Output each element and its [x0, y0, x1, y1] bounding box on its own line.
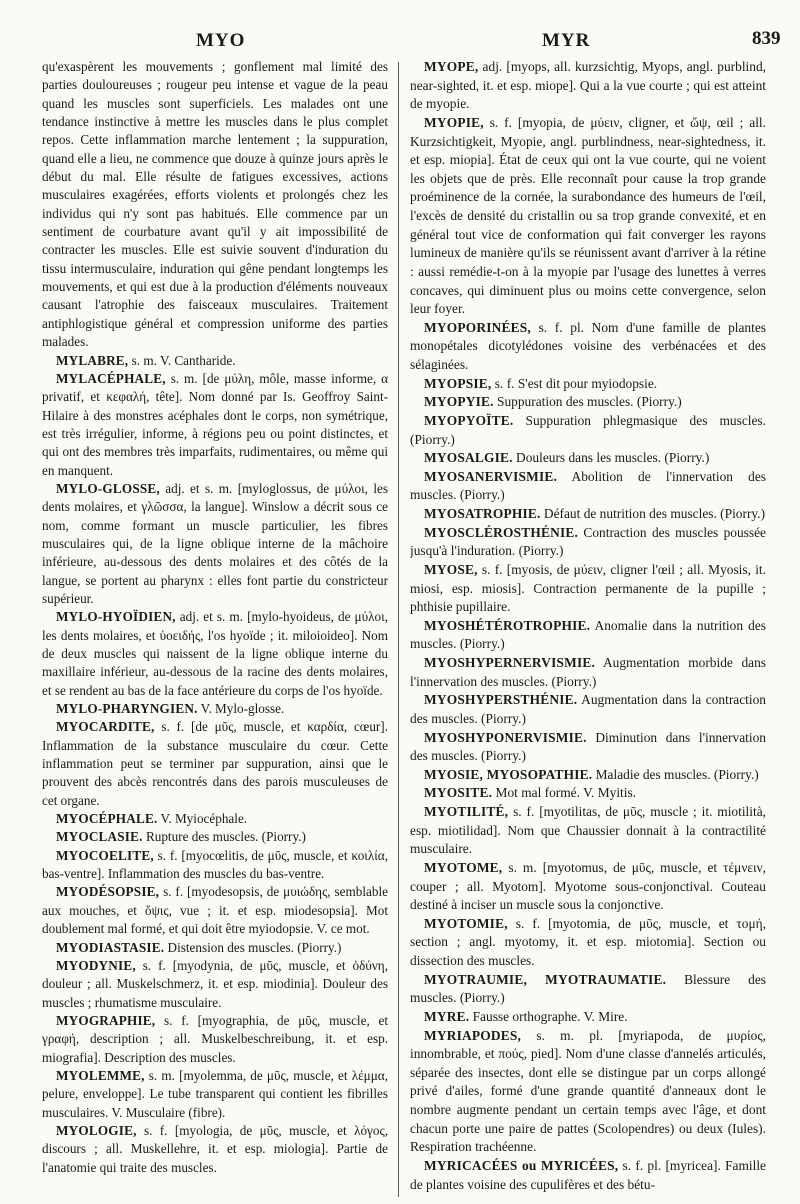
entry-headword: MYOPIE, [424, 114, 484, 130]
entry-text: s. f. [myotomia, de μῦς, muscle, et τομή, section ; angl. myotomy, it. et esp. miotomia]. Section ou dissection des muscles. [410, 915, 766, 968]
entry-text: s. f. [myographia, de μῦς, muscle, et γραφή, description ; all. Muskelbeschreibung, it. et esp. miografia]. Description des muscles. [42, 1012, 388, 1065]
entry-headword: MYOSHYPONERVISMIE. [424, 729, 587, 745]
entry-headword: MYOCARDITE, [56, 719, 155, 735]
entry-headword: MYOPYOÏTE. [424, 412, 514, 428]
entry-text: s. f. [myosis, de μύειν, cligner l'œil ; all. Myosis, it. miosi, esp. miosis]. Contraction permanente de la pupille ; phthisie pupillaire. [410, 561, 766, 615]
entry-headword: MYLACÉPHALE, [56, 370, 166, 386]
entry-headword: MYOTOMIE, [424, 915, 508, 931]
entry-text: Douleurs dans les muscles. (Piorry.) [512, 450, 710, 466]
entry-text: s. m. [myotomus, de μῦς, muscle, et τέμνειν, couper ; all. Myotom]. Myotome sous-conjonctival. Couteau destiné à inciser un muscle sous la conjonctive. [410, 859, 766, 913]
entry-headword: MYOSE, [424, 561, 478, 577]
dictionary-entry [42, 883, 388, 938]
dictionary-entry [410, 617, 766, 654]
entry-text: adj. et s. m. [mylo-hyoideus, de μύλοι, les dents molaires, et ὑοειδής, l'os hyoïde ; it. miloioideo]. Nom de deux muscles qui naissent de la ligne oblique interne du maxillaire inférieur, au-dessous de la racine des dents molaires, et se rendent au bas de la face antérieure du corps de l'os hyoïde. [42, 609, 388, 698]
dictionary-entry [410, 393, 766, 412]
entry-text: Distension des muscles. (Piorry.) [164, 939, 342, 955]
entry-headword: MYOCLASIE. [56, 829, 143, 845]
entry-headword: MYLO-HYOÏDIEN, [56, 609, 176, 625]
dictionary-entry [410, 915, 766, 971]
entry-headword: MYOCOELITE, [56, 847, 154, 863]
entry-text: adj. [myops, all. kurzsichtig, Myops, angl. purblind, near-sighted, it. et esp. miope]. Qui a la vue courte ; qui est atteint de myopie. [410, 59, 766, 112]
dictionary-entry [410, 505, 766, 524]
entry-headword: MYOSANERVISMIE. [424, 468, 558, 484]
entry-text: Mot mal formé. V. Myitis. [492, 785, 637, 801]
column-divider [398, 62, 399, 1197]
entry-text: V. Myiocéphale. [157, 811, 248, 827]
dictionary-entry [42, 810, 388, 828]
dictionary-entry [42, 352, 388, 370]
entry-text: s. f. [myologia, de μῦς, muscle, et λόγος, discours ; all. Muskellehre, it. et esp. miologia]. Partie de l'anatomie qui traite des muscles. [42, 1122, 388, 1175]
entry-headword: MYRE. [424, 1008, 470, 1024]
entry-headword: MYOPYIE. [424, 394, 494, 410]
entry-headword: MYOSALGIE. [424, 450, 513, 466]
left-column [42, 58, 388, 1204]
dictionary-entry [410, 784, 766, 803]
dictionary-entry [410, 449, 766, 468]
dictionary-entry [42, 718, 388, 810]
dictionary-entry [42, 1067, 388, 1122]
entry-text: Augmentation morbide dans l'innervation des muscles. (Piorry.) [410, 655, 766, 689]
dictionary-entry [410, 729, 766, 766]
dictionary-entry [42, 847, 388, 884]
entry-text: Anomalie dans la nutrition des muscles. (Piorry.) [410, 617, 766, 652]
entry-text: Suppuration phlegmasique des muscles. (Piorry.) [410, 412, 766, 447]
entry-headword: MYOPSIE, [424, 375, 492, 391]
dictionary-entry [410, 691, 766, 728]
entry-headword: MYLO-GLOSSE, [56, 480, 160, 496]
entry-text: qu'exaspèrent les mouvements ; gonflement mal limité des parties douloureuses ; rougeur peu intense et vague de la peau quand les muscles sont superficiels. Les malades ont une tendance instinctive à mettre les muscles dans le plus complet repos. Cette inflammation marche lentement ; la suppuration, quand elle a lieu, ne commence que douze à quinze jours après le début du mal. Elle résulte de fatigues excessives, actions musculaires exagérées, efforts violents et prolongés chez les individus qui n'y sont pas habitués. Elle commence par un sentiment de courbature avant qu'il y ait impossibilité de contracter les muscles. Elle est suivie souvent d'induration du tissu intermusculaire, induration qui gêne pendant longtemps les mouvements, et qui est due à la production d'éléments nouveaux causant l'atrophie des faisceaux musculaires. Traitement antiphlogistique général et compression uniforme des parties malades. [42, 59, 388, 350]
dictionary-entry [410, 524, 766, 561]
entry-text: Maladie des muscles. (Piorry.) [592, 766, 759, 782]
dictionary-entry [410, 58, 766, 114]
entry-text: Rupture des muscles. (Piorry.) [142, 829, 306, 845]
entry-headword: MYLABRE, [56, 352, 129, 368]
entry-headword: MYOSIE, MYOSOPATHIE. [424, 766, 593, 782]
entry-headword: MYLO-PHARYNGIEN. [56, 701, 198, 717]
entry-headword: MYOPORINÉES, [424, 319, 531, 335]
entry-text: s. f. [myopia, de μύειν, cligner, et ὤψ, œil ; all. Kurzsichtigkeit, Myopie, angl. purblindness, near-sightedness, it. et esp. miopia]. État de ceux qui ont la vue courte, qui ne voient les objets que de près. Elle reconnaît pour cause la trop grande proéminence de la cornée, la surabondance des humeurs de l'œil, l'excès de densité du cristallin ou sa trop grande convexité, et en général tout vice de conformation qui fait converger les rayons lumineux de manière qu'ils se réunissent avant d'arriver à la rétine : aussi remédie-t-on à la myopie par l'usage des lunettes à verres concaves, qui diminuent plus ou moins cette convergence, selon leur foyer. [410, 114, 766, 317]
right-guide-word: MYR [542, 30, 591, 51]
entry-headword: MYOCÉPHALE. [56, 811, 158, 827]
entry-headword: MYODIASTASIE. [56, 939, 165, 955]
dictionary-entry [410, 375, 766, 394]
entry-text: Défaut de nutrition des muscles. (Piorry.) [540, 506, 766, 521]
entry-text: s. f. [myodynia, de μῦς, muscle, et ὀδύνη, douleur ; all. Muskelschmerz, it. et esp. miodinia]. Douleur des muscles ; rhumatisme musculaire. [42, 957, 388, 1010]
entry-text: s. f. [myotilitas, de μῦς, muscle ; it. miotilità, esp. miotilidad]. Nom que Chaussier donnait à la contractilité musculaire. [410, 804, 766, 857]
entry-text: adj. et s. m. [myloglossus, de μύλοι, les dents molaires, et γλῶσσα, la langue]. Winslow a décrit sous ce nom, comme formant un muscle particulier, les fibres musculaires qui, de la ligne oblique interne de la mâchoire inférieure, au-dessous des dents molaires et des côtés de la langue, se portent au pharynx : elles font partie du constricteur supérieur. [42, 480, 388, 606]
entry-text: Augmentation dans la contraction des muscles. (Piorry.) [410, 692, 766, 726]
entry-text: Abolition de l'innervation des muscles. (Piorry.) [410, 468, 766, 503]
entry-headword: MYOSHÉTÉROTROPHIE. [424, 617, 591, 633]
entry-text: s. f. [myodesopsis, de μυιώδης, semblable aux mouches, et ὄψις, vue ; it. et esp. miodesopsia]. Mot doublement mal formé, et qui doit être myiodopsie. V. ce mot. [42, 884, 388, 937]
dictionary-entry [42, 1012, 388, 1067]
entry-headword: MYRICACÉES ou MYRICÉES, [424, 1157, 619, 1173]
entry-headword: MYOSATROPHIE. [424, 506, 541, 521]
entry-text: Diminution dans l'innervation des muscles. (Piorry.) [410, 729, 766, 764]
entry-text: s. m. V. Cantharide. [128, 352, 236, 368]
entry-headword: MYOTRAUMIE, MYOTRAUMATIE. [424, 971, 667, 987]
entry-headword: MYOSHYPERNERVISMIE. [424, 655, 596, 670]
dictionary-entry [410, 766, 766, 785]
dictionary-entry [42, 700, 388, 718]
entry-headword: MYODYNIE, [56, 957, 136, 973]
page-number: 839 [752, 28, 781, 49]
entry-text: s. f. [de μῦς, muscle, et καρδία, cœur]. Inflammation de la substance musculaire du cœur. Cette inflammation peut se terminer par suppuration, ainsi que le prouvent des abcès rencontrés dans des parois musculeuses de cet organe. [42, 719, 388, 808]
entry-headword: MYOLOGIE, [56, 1122, 137, 1138]
entry-text: Fausse orthographe. V. Mire. [469, 1008, 628, 1024]
dictionary-entry [410, 654, 766, 691]
entry-text: Suppuration des muscles. (Piorry.) [493, 394, 682, 410]
dictionary-entry [410, 971, 766, 1008]
dictionary-entry [42, 608, 388, 700]
dictionary-entry [42, 58, 388, 352]
dictionary-entry [410, 412, 766, 449]
dictionary-entry [42, 370, 388, 480]
dictionary-entry [410, 468, 766, 505]
entry-headword: MYOTOME, [424, 859, 503, 875]
dictionary-entry [410, 1027, 766, 1157]
dictionary-entry [410, 561, 766, 617]
entry-headword: MYOSITE. [424, 785, 493, 801]
entry-headword: MYOTILITÉ, [424, 804, 509, 819]
dictionary-entry [410, 114, 766, 319]
entry-headword: MYOLEMME, [56, 1067, 145, 1083]
entry-headword: MYOSCLÉROSTHÉNIE. [424, 524, 579, 540]
entry-headword: MYOGRAPHIE, [56, 1012, 156, 1028]
entry-text: Contraction des muscles poussée jusqu'à l'induration. (Piorry.) [410, 524, 766, 559]
dictionary-entry [42, 1122, 388, 1177]
entry-text: s. m. pl. [myriapoda, de μυρίος, innombrable, et πούς, pied]. Nom d'une classe d'annelés articulés, séparée des insectes, dont elle se distingue par un corps allongé privé d'ailes, formé d'une grande quantité d'anneaux dont le nombre augmente pendant un certain temps avec l'âge, et dont chacun porte une paire de pattes (Scolopendres) ou deux (Iules). Respiration trachéenne. [410, 1027, 766, 1155]
entry-text: Blessure des muscles. (Piorry.) [410, 971, 766, 1006]
dictionary-entry [410, 1157, 766, 1194]
entry-text: s. m. [de μύλη, môle, masse informe, α privatif, et κεφαλή, tête]. Nom donné par Is. Geoffroy Saint-Hilaire à des monstres acéphales dont le corps, non symétrique, est très irrégulier, informe, à régions peu ou point distinctes, et qui ont des membres très imparfaits, rudimentaires, ou même qui en manquent. [42, 370, 388, 478]
right-column [410, 58, 766, 1204]
dictionary-entry [410, 803, 766, 859]
entry-headword: MYODÉSOPSIE, [56, 884, 160, 900]
dictionary-entry [410, 859, 766, 915]
entry-text: s. f. pl. Nom d'une famille de plantes monopétales dicotylédones voisine des verbénacées et des sélaginées. [410, 319, 766, 372]
left-guide-word: MYO [196, 30, 246, 51]
entry-headword: MYRIAPODES, [424, 1027, 522, 1043]
entry-headword: MYOPE, [424, 59, 479, 74]
page-header [0, 0, 800, 58]
dictionary-entry [410, 1008, 766, 1027]
dictionary-entry [42, 957, 388, 1012]
entry-text: s. f. pl. [myricea]. Famille de plantes voisine des cupulifères et des bétu- [410, 1157, 766, 1192]
dictionary-entry [42, 828, 388, 846]
entry-text: s. f. [myocœlitis, de μῦς, muscle, et κοιλία, bas-ventre]. Inflammation des muscles du bas-ventre. [42, 847, 388, 882]
entry-text: s. f. S'est dit pour myiodopsie. [491, 375, 658, 391]
dictionary-entry [410, 319, 766, 375]
entry-text: V. Mylo-glosse. [197, 701, 285, 717]
dictionary-entry [42, 939, 388, 957]
dictionary-entry [42, 480, 388, 608]
entry-text: s. m. [myolemma, de μῦς, muscle, et λέμμα, pelure, enveloppe]. Le tube transparent qui contient les fibrilles musculaires. V. Musculaire (fibre). [42, 1067, 388, 1120]
entry-headword: MYOSHYPERSTHÉNIE. [424, 692, 578, 708]
